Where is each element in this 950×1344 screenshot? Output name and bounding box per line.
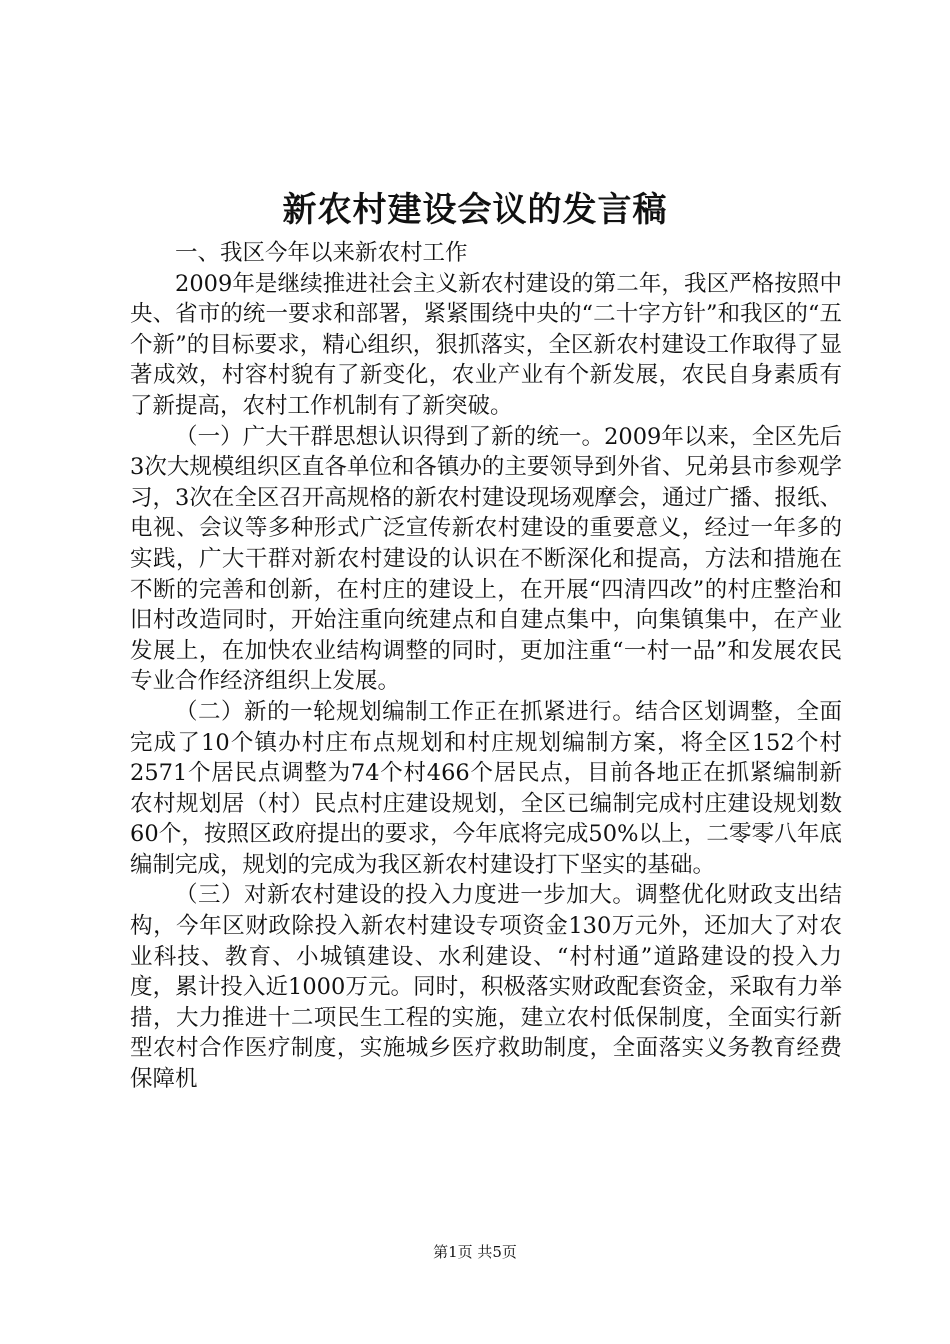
section-heading: 一、我区今年以来新农村工作 (175, 240, 468, 266)
body-paragraph: （一）广大干群思想认识得到了新的统一。2009年以来，全区先后3次大规模组织区直各单位和各镇办的主要领导到外省、兄弟县市参观学习，3次在全区召开高规格的新农村建设现场观摩会，通过广播、报纸、电视、会议等多种形式广泛宣传新农村建设的重要意义，经过一年多的实践，广大干群对新农村建设的认识在不断深化和提高，方法和措施在不断的完善和创新，在村庄的建设上，在开展“四清四改”的村庄整治和旧村改造同时，开始注重向统建点和自建点集中，向集镇集中，在产业发展上，在加快农业结构调整的同时，更加注重“一村一品”和发展农民专业合作经济组织上发展。 (130, 423, 842, 695)
page-number-footer: 第1页 共5页 (433, 1243, 517, 1261)
document-body (130, 238, 842, 1095)
body-paragraph: （二）新的一轮规划编制工作正在抓紧进行。结合区划调整，全面完成了10个镇办村庄布点规划和村庄规划编制方案，将全区152个村2571个居民点调整为74个村466个居民点，目前各地正在抓紧编制新农村规划居（村）民点村庄建设规划，全区已编制完成村庄建设规划数60个，按照区政府提出的要求，今年底将完成50%以上，二零零八年底编制完成，规划的完成为我区新农村建设打下坚实的基础。 (130, 698, 842, 878)
body-paragraph: （三）对新农村建设的投入力度进一步加大。调整优化财政支出结构，今年区财政除投入新农村建设专项资金130万元外，还加大了对农业科技、教育、小城镇建设、水利建设、“村村通”道路建设的投入力度，累计投入近1000万元。同时，积极落实财政配套资金，采取有力举措，大力推进十二项民生工程的实施，建立农村低保制度，全面实行新型农村合作医疗制度，实施城乡医疗救助制度，全面落实义务教育经费保障机 (130, 882, 842, 1093)
document-title: 新农村建设会议的发言稿 (282, 190, 668, 230)
body-paragraph: 2009年是继续推进社会主义新农村建设的第二年，我区严格按照中央、省市的统一要求和部署，紧紧围绕中央的“二十字方针”和我区的“五个新”的目标要求，精心组织，狠抓落实，全区新农村建设工作取得了显著成效，村容村貌有了新变化，农业产业有个新发展，农民自身素质有了新提高，农村工作机制有了新突破。 (130, 270, 842, 419)
